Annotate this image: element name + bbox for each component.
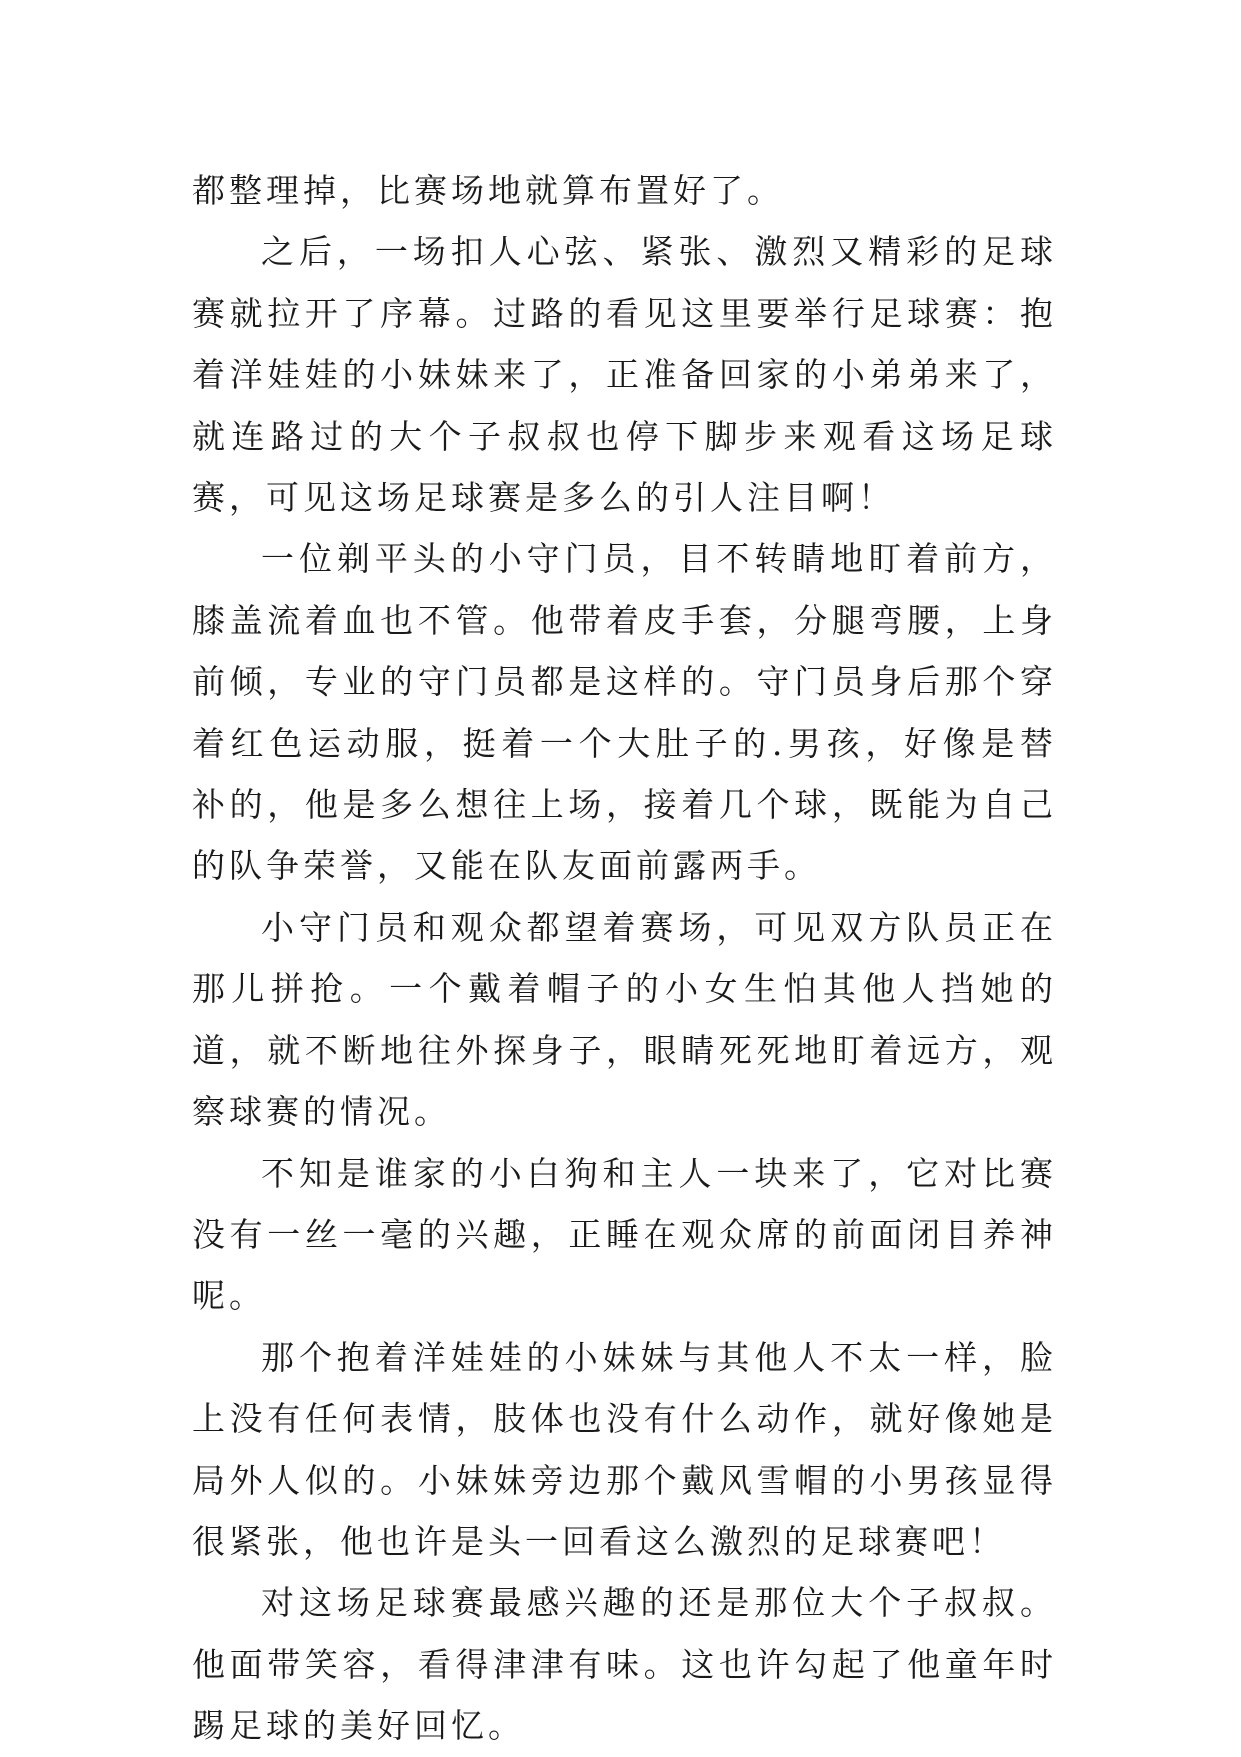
paragraph-3: 一位剃平头的小守门员，目不转睛地盯着前方，膝盖流着血也不管。他带着皮手套，分腿弯腰，上身前倾，专业的守门员都是这样的。守门员身后那个穿着红色运动服，挺着一个大肚子的.男孩，好像是替补的，他是多么想往上场，接着几个球，既能为自己的队争荣誉，又能在队友面前露两手。 [192,539,1057,886]
paragraph-1: 都整理掉，比赛场地就算布置好了。 [192,171,784,210]
paragraph-6: 那个抱着洋娃娃的小妹妹与其他人不太一样，脸上没有任何表情，肢体也没有什么动作，就好像她是局外人似的。小妹妹旁边那个戴风雪帽的小男孩显得很紧张，他也许是头一回看这么激烈的足球赛吧！ [192,1337,1057,1561]
paragraph-7: 对这场足球赛最感兴趣的还是那位大个子叔叔。他面带笑容，看得津津有味。这也许勾起了他童年时踢足球的美好回忆。 [192,1583,1057,1746]
paragraph-4: 小守门员和观众都望着赛场，可见双方队员正在那儿拼抢。一个戴着帽子的小女生怕其他人挡她的道，就不断地往外探身子，眼睛死死地盯着远方，观察球赛的情况。 [192,907,1057,1132]
article-body [192,160,1057,1757]
paragraph-2: 之后，一场扣人心弦、紧张、激烈又精彩的足球赛就拉开了序幕。过路的看见这里要举行足球赛：抱着洋娃娃的小妹妹来了，正准备回家的小弟弟来了，就连路过的大个子叔叔也停下脚步来观看这场足球赛，可见这场足球赛是多么的引人注目啊！ [192,232,1057,518]
paragraph-5: 不知是谁家的小白狗和主人一块来了，它对比赛没有一丝一毫的兴趣，正睡在观众席的前面闭目养神呢。 [192,1153,1057,1316]
